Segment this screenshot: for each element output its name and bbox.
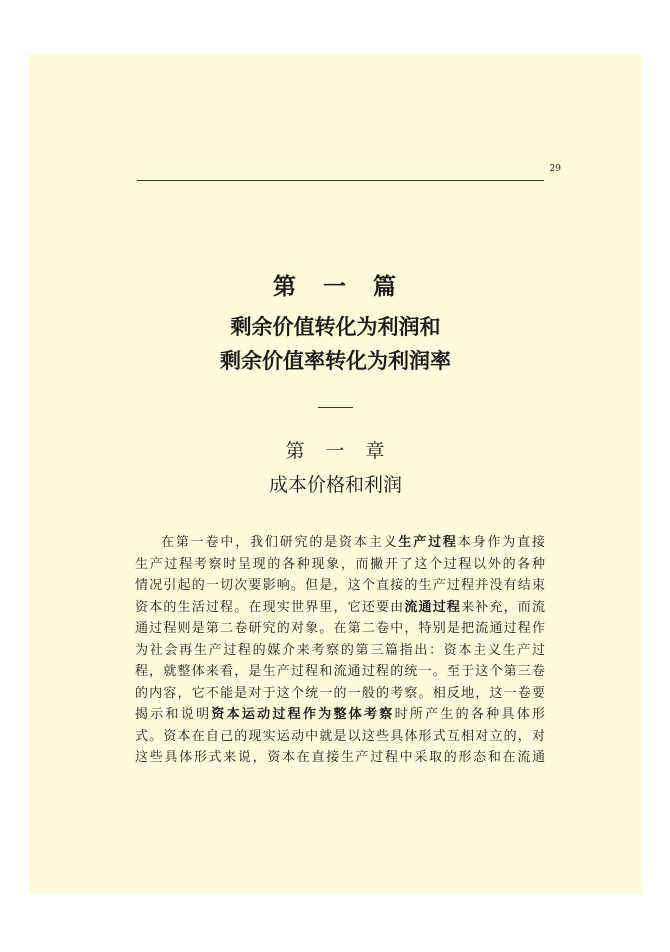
text-run: 本身作为直接: [457, 535, 545, 550]
text-line: 式。资本在自己的现实运动中就是以这些具体形式互相对立的，对: [135, 728, 545, 744]
text-line: 为社会再生产过程的媒介来考察的第三篇指出：资本主义生产过: [135, 642, 545, 658]
part-title-line-1: 剩余价值转化为利润和: [230, 315, 441, 339]
emphasis-text: 生产过程: [398, 535, 458, 550]
emphasis-text: 流通过程: [404, 599, 462, 615]
text-line: 程，就整体来看，是生产过程和流通过程的统一。至于这个第三卷: [135, 664, 545, 679]
text-run: 来补充，而流: [461, 599, 545, 615]
text-line: 这些具体形式来说，资本在直接生产过程中采取的形态和在流通: [135, 750, 545, 765]
header-rule: [137, 180, 544, 181]
section-divider: [318, 407, 353, 408]
text-run: 资本的生活过程。在现实世界里，它还要由: [135, 599, 405, 615]
chapter-title: 成本价格和利润: [268, 474, 402, 496]
text-line: 情况引起的一切次要影响。但是，这个直接的生产过程并没有结束: [135, 578, 545, 593]
part-label: 第 一 篇: [273, 274, 398, 300]
part-title-line-2: 剩余价值率转化为利润率: [220, 349, 451, 373]
text-line: 通过程则是第二卷研究的对象。在第二卷中，特别是把流通过程作: [135, 621, 545, 636]
text-line: [135, 704, 545, 726]
text-line: 生产过程考察时呈现的各种现象，而撇开了这个过程以外的各种: [135, 556, 545, 572]
page-number: 29: [549, 164, 561, 174]
text-line: [135, 532, 545, 554]
text-run: 揭示和说明: [135, 707, 212, 722]
chapter-label: 第 一 章: [285, 440, 386, 462]
text-line: 的内容，它不能是对于这个统一的一般的考察。相反地，这一卷要: [135, 685, 545, 701]
text-run: 在第一卷中，我们研究的是资本主义: [161, 535, 399, 550]
emphasis-text: 资本运动过程作为整体考察: [211, 707, 395, 722]
text-line: [135, 597, 545, 619]
text-run: 时所产生的各种具体形: [394, 707, 545, 722]
book-page: [29, 54, 642, 894]
body-paragraph: [135, 532, 545, 769]
